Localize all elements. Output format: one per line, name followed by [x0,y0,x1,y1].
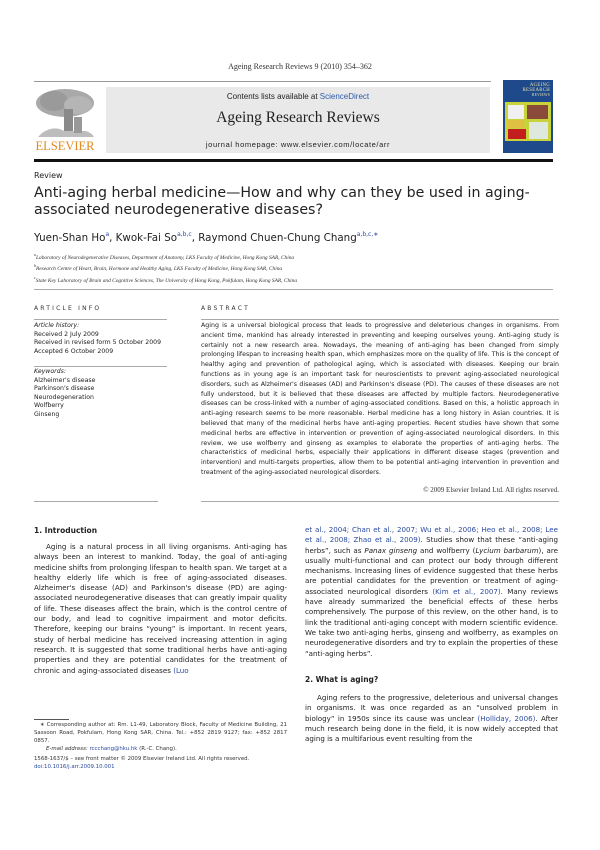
cover-title [503,83,553,99]
species-name: Panax ginseng [364,545,418,555]
affiliation [34,274,564,285]
author-list: Yuen-Shan Ho$^a$, Kwok-Fai So$^{a,b,c}$, Raymond Chuen-Chung Chang$^{a,b,c,∗}$ [34,231,379,244]
author-name[interactable]: Kwok-Fai So [115,232,178,244]
cover-image-panel [505,102,551,141]
divider [201,319,559,320]
paragraph-text: . After much research being done in the field, it is now widely accepted that aging is a multifarious event resulting from the [305,713,558,744]
journal-citation: Ageing Research Reviews 9 (2010) 354–362 [228,62,372,71]
journal-cover-thumbnail[interactable] [503,80,553,153]
affiliation [34,251,564,262]
history-item: Received 2 July 2009 [34,330,99,338]
keywords [34,368,169,420]
citation-link[interactable]: (Luo [173,665,189,675]
species-name: Lycium barbarum [475,545,539,555]
author-affil-sup[interactable]: a [105,231,110,238]
paragraph-text: Aging is a natural process in all living organisms. Anti-aging has always been an interest to mankind. Today, the goal of anti-aging medicine shifts from prolonging lifespan to health span. We target at a healthy elderly life which is free of aging-associated diseases. Alzheimer's disease (AD) and Parkinson's disease (PD) are aging-associated neurodegenerative diseases that can greatly impair quality of life. These diseases affect the brain, which is the control centre of our body, and lead to cognitive impairment and motor deficits. Therefore, keeping our brains “young” is important. In recent years, study of herbal medicine has received increasing attention in aging research. It is suggested that some traditional herbs have anti-aging properties and they are potential candidates for the treatment of chronic and aging-associated diseases [34,542,287,675]
affil-label: b [34,263,36,269]
aging-section-text [305,693,558,744]
cover-title-line: RESEARCH [522,88,550,94]
affil-text: Research Centre of Heart, Brain, Hormone and Healthy Aging, LKS Faculty of Medicine, Hong Kong SAR, China [36,266,283,273]
affil-label: c [34,274,36,280]
affiliations [34,251,564,285]
cover-title-line: AGEING [529,83,550,88]
divider [34,501,158,502]
journal-banner [106,87,490,153]
elsevier-logo[interactable] [34,87,96,153]
divider [201,501,559,502]
keyword: Neurodegeneration [34,393,94,401]
footnote [34,722,287,754]
cover-figure [508,105,524,119]
keyword: Ginseng [34,410,60,418]
article-title: Anti-aging herbal medicine—How and why can they be used in aging-associated neurodegenerative diseases? [34,185,530,218]
doi-link[interactable]: doi:10.1016/j.arr.2009.10.001 [34,764,115,771]
journal-name: Ageing Research Reviews [216,109,380,126]
citation-link[interactable]: et al., 2004; Chan et al., 2007; Wu et al., 2006; Heo et al., 2008; Lee et al., 2008; Zhao et al., 2009) [305,525,558,545]
cover-title-line: REVIEWS [531,93,550,98]
introduction-text [34,542,287,676]
corresponding-author-note: ∗ Corresponding author at: Rm. L1-49, Laboratory Block, Faculty of Medicine Building, 21 Sassoon Road, Pokfulam, Hong Kong SAR, China. Tel.: +852 2819 9127; fax: +852 2817 0857. [34,722,287,744]
introduction-continued [305,525,558,659]
history-label: Article history: [34,322,80,329]
email-line [34,746,287,754]
author-affil-sup[interactable]: a,b,c,∗ [356,231,379,238]
header-rule [34,81,491,82]
paragraph-text: . Studies show that these “anti-aging herbs”, such as [305,535,558,555]
sciencedirect-link[interactable]: ScienceDirect [319,92,370,101]
contents-line [106,92,490,101]
article-info-heading: ARTICLE INFO [34,305,102,312]
history-item: Accepted 6 October 2009 [34,347,114,355]
keywords-label: Keywords: [34,368,66,375]
paragraph-text: ), are usually multi-functional and can protect our body through different mechanisms. Increasing lines of evidence suggested that these herbs are potential candidates for the prevention or treatment of aging-associated neurological disorders [305,545,559,596]
divider [34,366,167,367]
contents-prefix: Contents lists available at [226,92,320,101]
affiliation [34,262,564,273]
cover-figure [529,122,548,139]
email-label: E-mail address: [46,745,88,752]
author-name[interactable]: Yuen-Shan Ho [34,232,106,244]
divider [34,319,167,320]
abstract-copyright: © 2009 Elsevier Ireland Ltd. All rights reserved. [423,486,559,494]
abstract-heading: ABSTRACT [201,305,250,312]
article-history [34,322,169,356]
history-item: Received in revised form 5 October 2009 [34,339,162,347]
article-type: Review [34,171,63,180]
footnote-rule [34,719,69,720]
affil-text: Laboratory of Neurodegenerative Diseases, Department of Anatomy, LKS Faculty of Medicine, Hong Kong SAR, China [36,254,295,261]
author-affil-sup[interactable]: a,b,c [177,231,192,238]
citation-link[interactable]: (Holliday, 2006) [477,713,536,723]
issn-block [34,755,294,771]
section-heading-what-is-aging: 2. What is aging? [305,675,379,684]
paragraph-text: and wolfberry ( [417,545,476,555]
citation-link[interactable]: (Kim et al., 2007) [432,586,501,596]
issn-line: 1568-1637/$ – see front matter © 2009 Elsevier Ireland Ltd. All rights reserved. [34,756,250,762]
paragraph-text: Aging refers to the progressive, deleterious and universal changes in organisms. It was once regarded as an “unsolved problem in biology” in 1950s since its cause was unclear [305,693,558,723]
keyword: Parkinson's disease [34,385,95,393]
cover-figure [508,129,526,139]
affil-label: a [34,252,36,257]
author-name[interactable]: Raymond Chuen-Chung Chang [198,232,357,244]
affiliation-divider [34,289,553,290]
elsevier-wordmark: ELSEVIER [35,139,95,153]
section-heading-introduction: 1. Introduction [34,526,98,535]
paragraph-text: . Many reviews have already summarized the beneficial effects of these herbs comprehensively. The purpose of this review, on the other hand, is to link the traditional anti-aging concept with modern scientific evidence. We take two anti-aging herbs, ginseng and wolfberry, as examples on neurodegenerative disorders and try to explain the properties of these “anti-aging herbs”. [305,586,559,658]
email-link[interactable]: rccchang@hku.hk [89,745,138,752]
cover-figure [527,105,548,119]
elsevier-tree-icon [34,87,96,139]
journal-homepage-link[interactable]: journal homepage: www.elsevier.com/locate/arr [205,140,391,149]
cover-figure [508,120,524,128]
keyword: Alzheimer's disease [34,376,96,384]
affil-text: State Key Laboratory of Brain and Cognitive Sciences, The University of Hong Kong, Pokfulam, Hong Kong SAR, China [35,277,298,284]
email-suffix: (R.-C. Chang). [137,745,177,752]
keyword: Wolfberry [34,402,64,410]
abstract-text: Aging is a universal biological process that leads to progressive and deleterious changes in organisms. From ancient time, mankind has already interested in preventing and keeping ourselves young. Anti-aging study is certainly not a new research area. Nowadays, the meaning of anti-aging has been changed from simply prolonging lifespan to increasing health span, which emphasizes more on the quality of life. This is the concept of healthy aging and prevention of pathological aging, which is associated with diseases. Keeping our brain functions as in young age is an important task for neuroscientists to prevent aging-associated neurological disorders, such as Alzheimer's diseases (AD) and Parkinson's disease (PD). The causes of these diseases are not fully understood, but it is believed that these diseases are affected by multiple factors. Neurodegenerative diseases can be cross-linked with a number of aging-associated conditions. Based on this, a holistic approach in anti-aging research seems to be more reasonable. Herbal medicine has a long history in Asian countries. It is believed that many of the medicinal herbs have anti-aging properties. Recent studies have shown that some medicinal herbs are effective in intervention or prevention of aging-associated neurological disorders. In this review, we use wolfberry and ginseng as examples to elaborate the properties of anti-aging herbs. The characteristics of medicinal herbs, especially their applications in different disease stages (prevention and intervention) and multi-targets properties, allow them to be potential anti-aging intervention in prevention and treatment of the aging-associated neurological disorders. [201,322,559,476]
header-divider [34,159,553,162]
